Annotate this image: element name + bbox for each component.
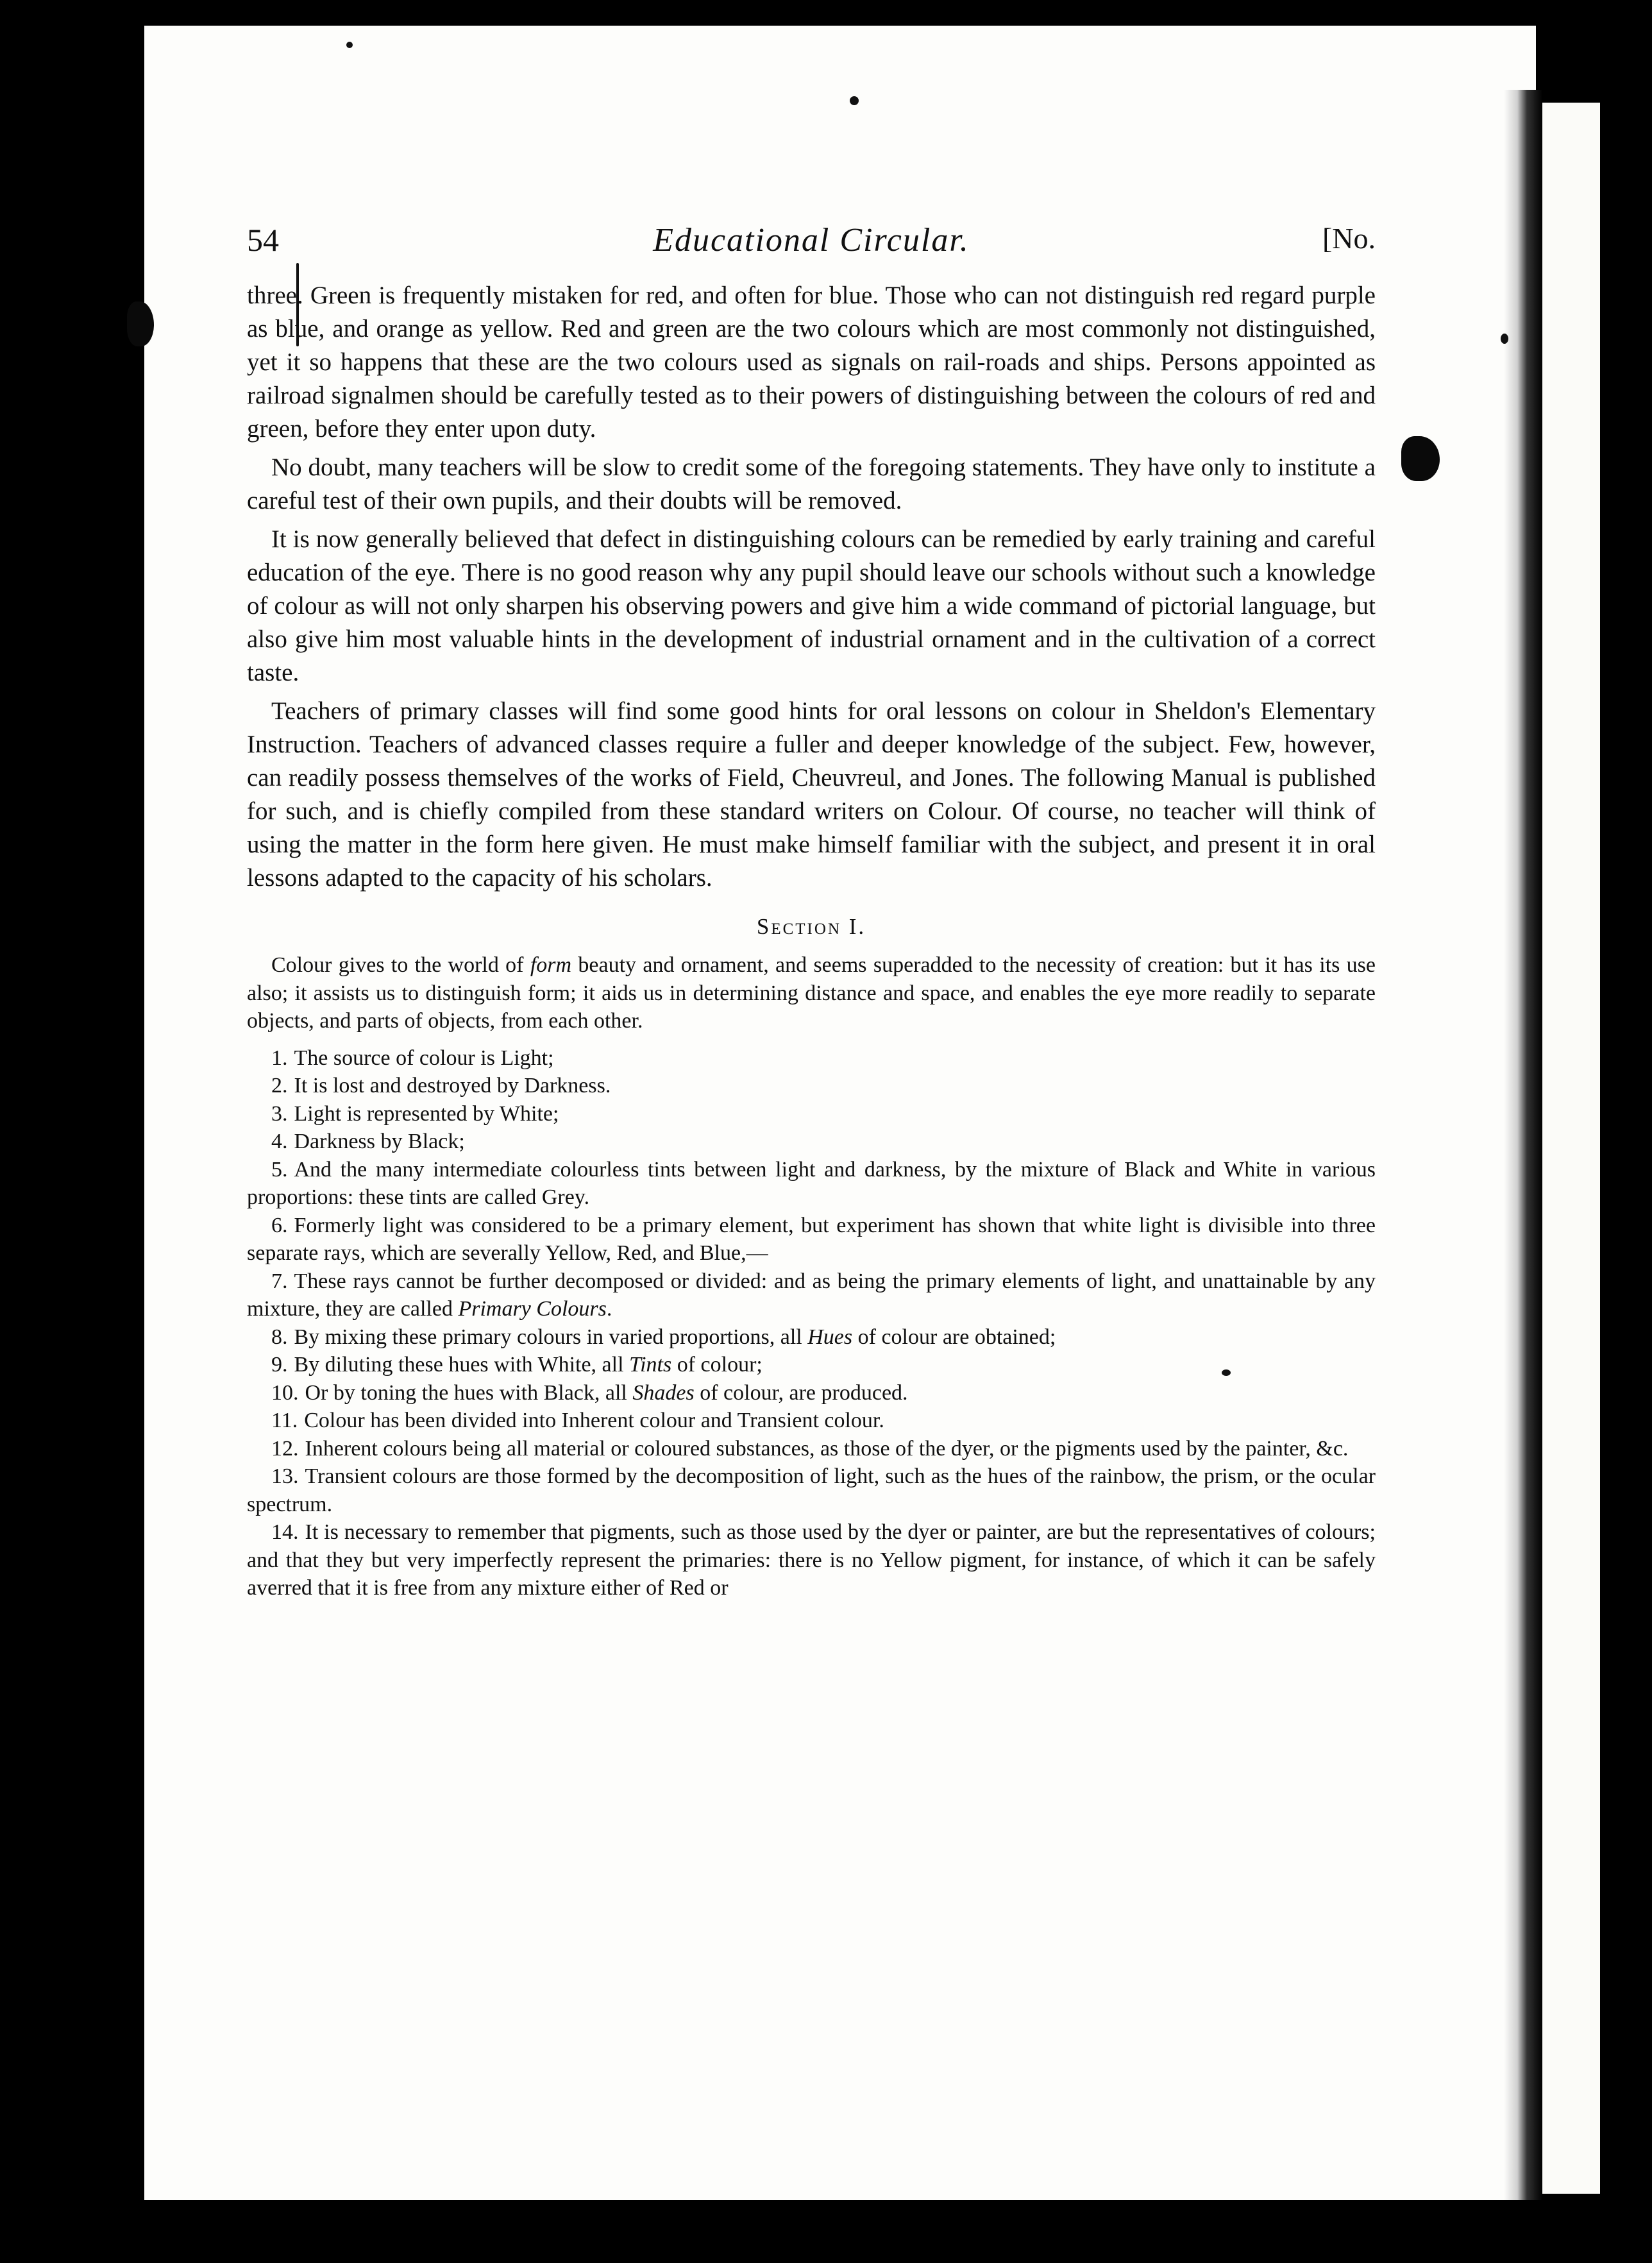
ink-speck xyxy=(346,42,353,48)
item-text: Darkness by Black; xyxy=(294,1130,465,1153)
list-item xyxy=(247,1128,1376,1156)
item-text: Or by toning the hues with Black, all xyxy=(305,1380,633,1405)
intro-text: beauty and ornament, and seems superadded to the necessity of creation: but it has its use also; it assists us to distinguish form; it aids us in determining distance and space, and enables the eye more readily to separate objects, and parts of objects, from each other. xyxy=(247,953,1376,1033)
item-number: 12. xyxy=(271,1436,299,1461)
paragraph: three. Green is frequently mistaken for red, and often for blue. Those who can not distinguish red regard purple as blue, and orange as yellow. Red and green are the two colours which are most commonly not distinguished, yet it so happens that these are the two colours used as signals on rail-roads and ships. Persons appointed as railroad signalmen should be carefully tested as to their powers of distinguishing between the colours of red and green, before they enter upon duty. xyxy=(247,282,1376,443)
issue-marker: [No. xyxy=(1322,222,1376,255)
item-text: The source of colour is Light; xyxy=(294,1046,554,1070)
list-item xyxy=(247,1212,1376,1267)
item-number: 5. xyxy=(271,1157,288,1182)
section-heading: Section I. xyxy=(756,914,866,939)
paragraph: Teachers of primary classes will find some good hints for oral lessons on colour in Sheldon's Elementary Instruction. Teachers of advanced classes require a fuller and deeper knowledge of the subject. Few, however, can readily possess themselves of the works of Field, Cheuvreul, and Jones. The following Manual is published for such, and is chiefly compiled from these standard writers on Colour. Of course, no teacher will think of using the matter in the form here given. He must make himself familiar with the subject, and present it in oral lessons adapted to the capacity of his scholars. xyxy=(247,697,1376,892)
list-item xyxy=(247,1100,1376,1128)
list-item xyxy=(247,1351,1376,1379)
item-number: 3. xyxy=(271,1101,288,1126)
item-text: By mixing these primary colours in varied proportions, all xyxy=(294,1325,808,1349)
item-number: 13. xyxy=(271,1464,299,1488)
item-number: 9. xyxy=(271,1353,288,1377)
list-item xyxy=(247,1379,1376,1407)
item-emphasis: Shades xyxy=(632,1380,695,1405)
ink-blot xyxy=(127,301,154,346)
item-emphasis: Hues xyxy=(807,1325,853,1349)
page-number: 54 xyxy=(247,222,279,258)
item-text: Formerly light was considered to be a primary element, but experiment has shown that white light is divisible into three separate rays, which are severally Yellow, Red, and Blue,— xyxy=(247,1213,1376,1265)
item-tail: . xyxy=(606,1297,612,1321)
list-item xyxy=(247,1435,1376,1463)
list-item xyxy=(247,1267,1376,1323)
item-text: And the many intermediate colourless tints between light and darkness, by the mixture of Black and White in various proportions: these tints are called Grey. xyxy=(247,1157,1376,1209)
list-item xyxy=(247,1407,1376,1435)
item-text: Inherent colours being all material or coloured substances, as those of the dyer, or the pigments used by the painter, &c. xyxy=(305,1436,1349,1461)
item-emphasis: Primary Colours xyxy=(458,1297,607,1321)
section-intro xyxy=(247,951,1376,1035)
running-title: Educational Circular. xyxy=(653,222,970,259)
item-text: Colour has been divided into Inherent colour and Transient colour. xyxy=(304,1409,884,1432)
item-number: 2. xyxy=(271,1074,288,1098)
item-text: It is lost and destroyed by Darkness. xyxy=(294,1074,611,1098)
book-spine-shadow xyxy=(1504,90,1542,2200)
numbered-list xyxy=(247,1044,1376,1602)
intro-emphasis: form xyxy=(530,953,572,977)
paragraph: No doubt, many teachers will be slow to credit some of the foregoing statements. They have only to institute a careful test of their own pupils, and their doubts will be removed. xyxy=(247,453,1376,514)
intro-text: Colour gives to the world of xyxy=(271,953,530,977)
ink-speck xyxy=(1501,334,1508,344)
facing-page-edge xyxy=(1542,103,1600,2194)
item-text: It is necessary to remember that pigments, such as those used by the dyer or painter, are but the representatives of colours; and that they but very imperfectly represent the primaries: there is no Yellow pigment, for instance, of which it can be safely averred that it is free from any mixture either of Red or xyxy=(247,1520,1376,1600)
item-tail: of colour, are produced. xyxy=(694,1380,908,1405)
item-text: These rays cannot be further decomposed or divided: and as being the primary elements of light, and unattainable by any mixture, they are called xyxy=(247,1269,1376,1321)
item-number: 14. xyxy=(271,1520,299,1544)
item-number: 4. xyxy=(271,1130,288,1153)
item-number: 6. xyxy=(271,1213,288,1237)
item-number: 10. xyxy=(271,1380,299,1405)
item-text: Transient colours are those formed by the decomposition of light, such as the hues of the rainbow, the prism, or the ocular spectrum. xyxy=(247,1464,1376,1516)
paragraph: It is now generally believed that defect in distinguishing colours can be remedied by early training and careful education of the eye. There is no good reason why any pupil should leave our schools without such a knowledge of colour as will not only sharpen his observing powers and give him a wide command of pictorial language, but also give him most valuable hints in the development of industrial ornament and in the cultivation of a correct taste. xyxy=(247,525,1376,686)
item-number: 11. xyxy=(271,1409,298,1432)
ink-speck xyxy=(850,96,859,105)
item-text: By diluting these hues with White, all xyxy=(294,1353,630,1377)
page-content xyxy=(247,221,1376,1602)
item-emphasis: Tints xyxy=(629,1353,672,1377)
ink-blot xyxy=(1401,436,1440,481)
running-head xyxy=(247,221,1376,279)
list-item xyxy=(247,1072,1376,1100)
item-number: 7. xyxy=(271,1269,288,1293)
list-item xyxy=(247,1323,1376,1352)
item-number: 8. xyxy=(271,1325,288,1349)
item-tail: of colour; xyxy=(671,1353,763,1377)
list-item xyxy=(247,1462,1376,1518)
item-number: 1. xyxy=(271,1046,288,1070)
item-tail: of colour are obtained; xyxy=(852,1325,1056,1349)
list-item xyxy=(247,1044,1376,1072)
item-text: Light is represented by White; xyxy=(294,1101,559,1126)
list-item xyxy=(247,1518,1376,1602)
list-item xyxy=(247,1156,1376,1212)
